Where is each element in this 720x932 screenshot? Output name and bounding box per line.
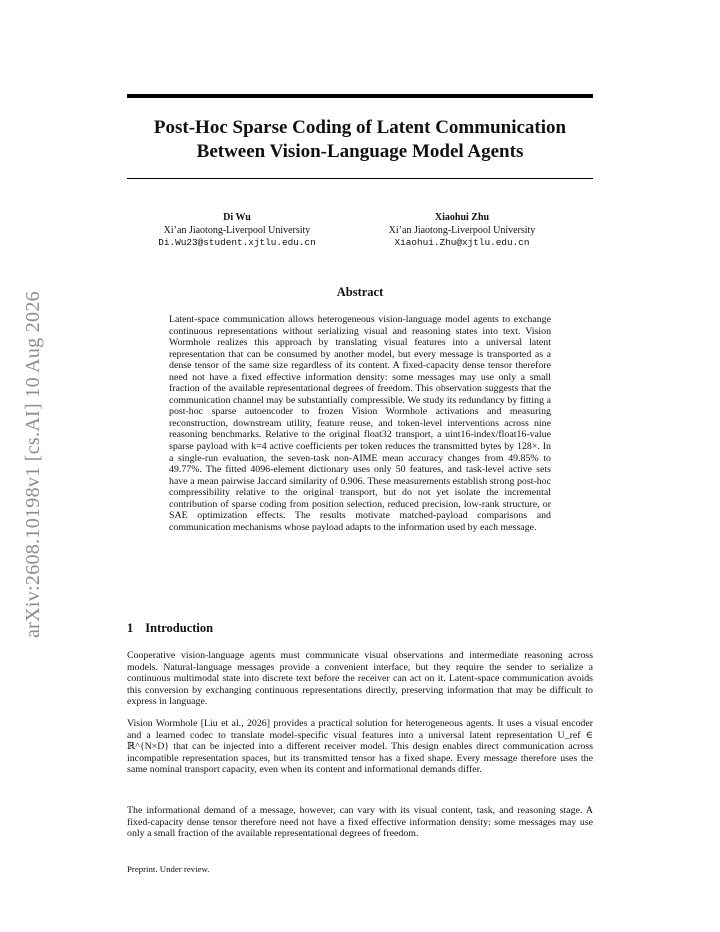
intro-paragraph-1: Cooperative vision-language agents must communicate visual observations and intermediate reasoning across models. Natural-language messages provide a convenient interface, but they require the sender to serialize a continuous multimodal state into discrete text before the receiver can act on it. Latent-space communication avoids this conversion by exchanging continuous representations directly, preserving information that may be difficult to express in language. [127,650,593,708]
intro-paragraph-2: Vision Wormhole [Liu et al., 2026] provides a practical solution for heterogeneous agents. It uses a visual encoder and a learned codec to translate model-specific visual features into a universal latent representation U_ref ∈ ℝ^{N×D} that can be injected into a different receiver model. This design enables direct communication across incompatible representation spaces, but its transmitted tensor has a fixed shape. Every message therefore uses the same nominal transport capacity, even when its content and informational demands differ. [127,718,593,776]
section-title: Introduction [145,621,214,635]
abstract-heading: Abstract [336,285,384,299]
author-1 [127,212,347,250]
section-number: 1 [127,621,134,635]
author-block [127,212,593,262]
title-top-rule [127,94,593,98]
author-name: Xiaohui Zhu [434,212,490,223]
arxiv-identifier: arXiv:2608.10198v1 [cs.AI] 10 Aug 2026 [22,291,44,638]
author-affiliation: Xi’an Jiaotong-Liverpool University [163,224,311,236]
author-email: Di.Wu23@student.xjtlu.edu.cn [158,237,316,248]
title-bottom-rule [127,178,593,179]
intro-paragraph-3: The informational demand of a message, however, can vary with its visual content, task, and reasoning stage. A fixed-capacity dense tensor therefore need not have a fixed effective information density: some messages may use only a small fraction of the available representational degrees of freedom. [127,805,593,840]
author-2 [352,212,572,250]
paper-title: Post-Hoc Sparse Coding of Latent Communication Between Vision-Language Model Agents [153,117,567,162]
abstract-text: Latent-space communication allows heterogeneous vision-language model agents to exchange continuous representations without serializing visual and reasoning states into text. Vision Wormhole realizes this approach by translating visual features into a universal latent representation that can be consumed by another model, but every message is transported as a dense tensor of the same size regardless of its content. A fixed-capacity dense tensor therefore need not have a fixed effective information density: some messages may use only a small fraction of the available representational degrees of freedom. This observation suggests that the communication channel may be substantially compressible. We study its redundancy by fitting a post-hoc sparse autoencoder to frozen Vision Wormhole activations and measuring reconstruction, downstream utility, feature reuse, and token-level interventions across nine reasoning benchmarks. Relative to the original float32 transport, a uint16-index/float16-value sparse payload with k=4 active coefficients per token reduces the transmitted bytes by 128×. In a single-run evaluation, the seven-task non-AIME mean accuracy changes from 49.85% to 49.77%. The fitted 4096-element dictionary uses only 50 features, and task-level active sets have a mean pairwise Jaccard similarity of 0.906. These measurements establish strong post-hoc compressibility relative to the original transport, but do not yet isolate the incremental contribution of sparse coding from position selection, reduced precision, low-rank structure, or SAE optimization effects. The results motivate matched-payload comparisons and communication mechanisms whose payload adapts to the information used by each message. [169,314,551,533]
author-email: Xiaohui.Zhu@xjtlu.edu.cn [394,237,530,248]
author-name: Di Wu [223,212,251,223]
preprint-footer: Preprint. Under review. [127,864,210,874]
author-affiliation: Xi’an Jiaotong-Liverpool University [388,224,536,236]
section-heading [127,621,213,636]
